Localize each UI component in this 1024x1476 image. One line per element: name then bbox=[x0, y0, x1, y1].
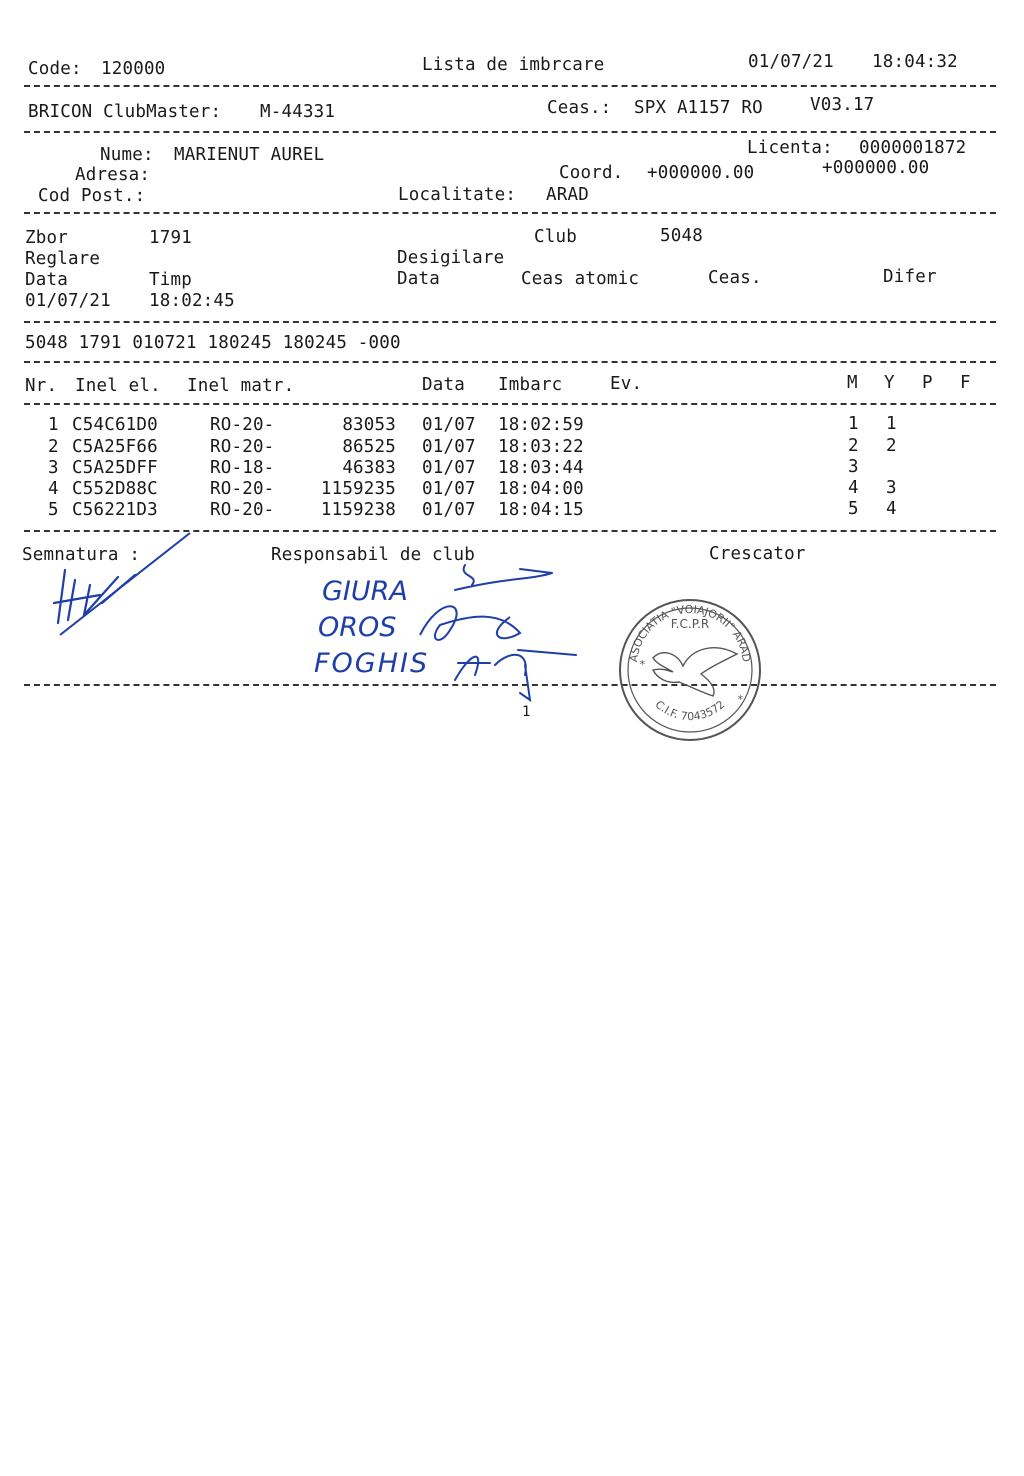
locality-label: Localitate: bbox=[398, 185, 517, 205]
row-nr: 3 bbox=[48, 458, 59, 478]
signature-scribble bbox=[40, 525, 200, 645]
handwritten-name-oros: OROS bbox=[318, 612, 397, 643]
club-label: Club bbox=[534, 227, 577, 247]
name-label: Nume: bbox=[100, 145, 154, 165]
ceas-atomic-label: Ceas atomic bbox=[521, 269, 640, 289]
col-inel-matr: Inel matr. bbox=[187, 376, 295, 396]
col-ev: Ev. bbox=[610, 374, 643, 394]
license-label: Licenta: bbox=[747, 138, 833, 158]
data2-label: Data bbox=[397, 269, 440, 289]
col-data: Data bbox=[422, 375, 465, 395]
handwritten-name-giura: GIURA bbox=[322, 576, 408, 607]
row-inel-matr: 1159238 bbox=[320, 500, 396, 520]
row-prefix: RO-20- bbox=[210, 479, 275, 499]
zbor-label: Zbor bbox=[25, 228, 68, 248]
row-m: 5 bbox=[848, 499, 859, 519]
row-inel-el: C5A25DFF bbox=[72, 458, 158, 478]
row-inel-el: C54C61D0 bbox=[72, 415, 158, 435]
dove-icon bbox=[653, 648, 737, 696]
row-date: 01/07 bbox=[422, 415, 476, 435]
reglare-date: 01/07/21 bbox=[25, 291, 111, 311]
col-y: Y bbox=[884, 373, 895, 393]
col-nr: Nr. bbox=[25, 376, 58, 396]
row-nr: 4 bbox=[48, 479, 59, 499]
row-m: 1 bbox=[848, 414, 859, 434]
document-title: Lista de imbrcare bbox=[422, 55, 605, 75]
row-inel-matr: 83053 bbox=[342, 415, 396, 435]
row-inel-matr: 46383 bbox=[342, 458, 396, 478]
row-prefix: RO-20- bbox=[210, 415, 275, 435]
desigilare-label: Desigilare bbox=[397, 248, 505, 268]
row-time: 18:03:44 bbox=[498, 458, 584, 478]
postcode-label: Cod Post.: bbox=[38, 186, 146, 206]
row-nr: 2 bbox=[48, 437, 59, 457]
header-time: 18:04:32 bbox=[872, 52, 958, 72]
row-inel-el: C5A25F66 bbox=[72, 437, 158, 457]
col-m: M bbox=[847, 373, 858, 393]
row-nr: 1 bbox=[48, 415, 59, 435]
divider bbox=[24, 403, 996, 405]
row-inel-matr: 1159235 bbox=[320, 479, 396, 499]
svg-text:*: * bbox=[639, 658, 646, 671]
name-value: MARIENUT AUREL bbox=[174, 145, 325, 165]
license-value: 0000001872 bbox=[859, 138, 967, 158]
col-imbarc: Imbarc bbox=[498, 375, 563, 395]
divider bbox=[24, 212, 996, 214]
reglare-label: Reglare bbox=[25, 249, 101, 269]
row-date: 01/07 bbox=[422, 479, 476, 499]
col-f: F bbox=[960, 373, 971, 393]
divider bbox=[24, 321, 996, 323]
header-date: 01/07/21 bbox=[748, 52, 834, 72]
row-nr: 5 bbox=[48, 500, 59, 520]
timp-label: Timp bbox=[149, 270, 192, 290]
row-prefix: RO-18- bbox=[210, 458, 275, 478]
row-time: 18:04:00 bbox=[498, 479, 584, 499]
stamp-top-text: ASOCIATIA "VOIAJORII" ARAD bbox=[627, 602, 753, 663]
row-date: 01/07 bbox=[422, 437, 476, 457]
row-prefix: RO-20- bbox=[210, 500, 275, 520]
address-label: Adresa: bbox=[75, 165, 151, 185]
row-inel-matr: 86525 bbox=[342, 437, 396, 457]
coord-label: Coord. bbox=[559, 163, 624, 183]
svg-text:*: * bbox=[737, 693, 744, 706]
clock-value: SPX A1157 RO bbox=[634, 98, 763, 118]
row-time: 18:04:15 bbox=[498, 500, 584, 520]
code-label: Code: bbox=[28, 59, 82, 79]
page-number: 1 bbox=[522, 704, 531, 720]
divider bbox=[24, 85, 996, 87]
clubmaster-value: M-44331 bbox=[260, 102, 336, 122]
row-y: 3 bbox=[886, 478, 897, 498]
locality-value: ARAD bbox=[546, 185, 589, 205]
stamp-center-text: F.C.P.R bbox=[670, 617, 710, 631]
row-y: 2 bbox=[886, 436, 897, 456]
divider bbox=[24, 131, 996, 133]
club-value: 5048 bbox=[660, 226, 703, 246]
clubmaster-label: BRICON ClubMaster: bbox=[28, 102, 222, 122]
flight-code-line: 5048 1791 010721 180245 180245 -000 bbox=[25, 333, 401, 353]
data-label: Data bbox=[25, 270, 68, 290]
row-prefix: RO-20- bbox=[210, 437, 275, 457]
row-inel-el: C552D88C bbox=[72, 479, 158, 499]
club-signatures-scribble bbox=[400, 555, 590, 720]
row-m: 2 bbox=[848, 436, 859, 456]
col-inel-el: Inel el. bbox=[75, 376, 161, 396]
row-date: 01/07 bbox=[422, 500, 476, 520]
code-value: 120000 bbox=[101, 59, 166, 79]
zbor-value: 1791 bbox=[149, 228, 192, 248]
row-y: 1 bbox=[886, 414, 897, 434]
col-p: P bbox=[922, 373, 933, 393]
clock-label: Ceas.: bbox=[547, 98, 612, 118]
association-stamp bbox=[617, 588, 763, 748]
signature-label: Semnatura : bbox=[22, 545, 141, 565]
row-date: 01/07 bbox=[422, 458, 476, 478]
row-m: 3 bbox=[848, 457, 859, 477]
row-time: 18:02:59 bbox=[498, 415, 584, 435]
row-m: 4 bbox=[848, 478, 859, 498]
row-y: 4 bbox=[886, 499, 897, 519]
divider bbox=[24, 361, 996, 363]
difer-label: Difer bbox=[883, 267, 937, 287]
coord-y: +000000.00 bbox=[822, 158, 930, 178]
stamp-bottom-text: C.I.F. 7043572 bbox=[652, 697, 728, 724]
row-inel-el: C56221D3 bbox=[72, 500, 158, 520]
handwritten-name-foghis: FOGHIS bbox=[314, 648, 430, 679]
breeder-label: Crescator bbox=[709, 544, 806, 564]
row-time: 18:03:22 bbox=[498, 437, 584, 457]
ceas-label: Ceas. bbox=[708, 268, 762, 288]
reglare-time: 18:02:45 bbox=[149, 291, 235, 311]
firmware-version: V03.17 bbox=[810, 95, 875, 115]
coord-x: +000000.00 bbox=[647, 163, 755, 183]
club-responsible-label: Responsabil de club bbox=[271, 545, 475, 565]
